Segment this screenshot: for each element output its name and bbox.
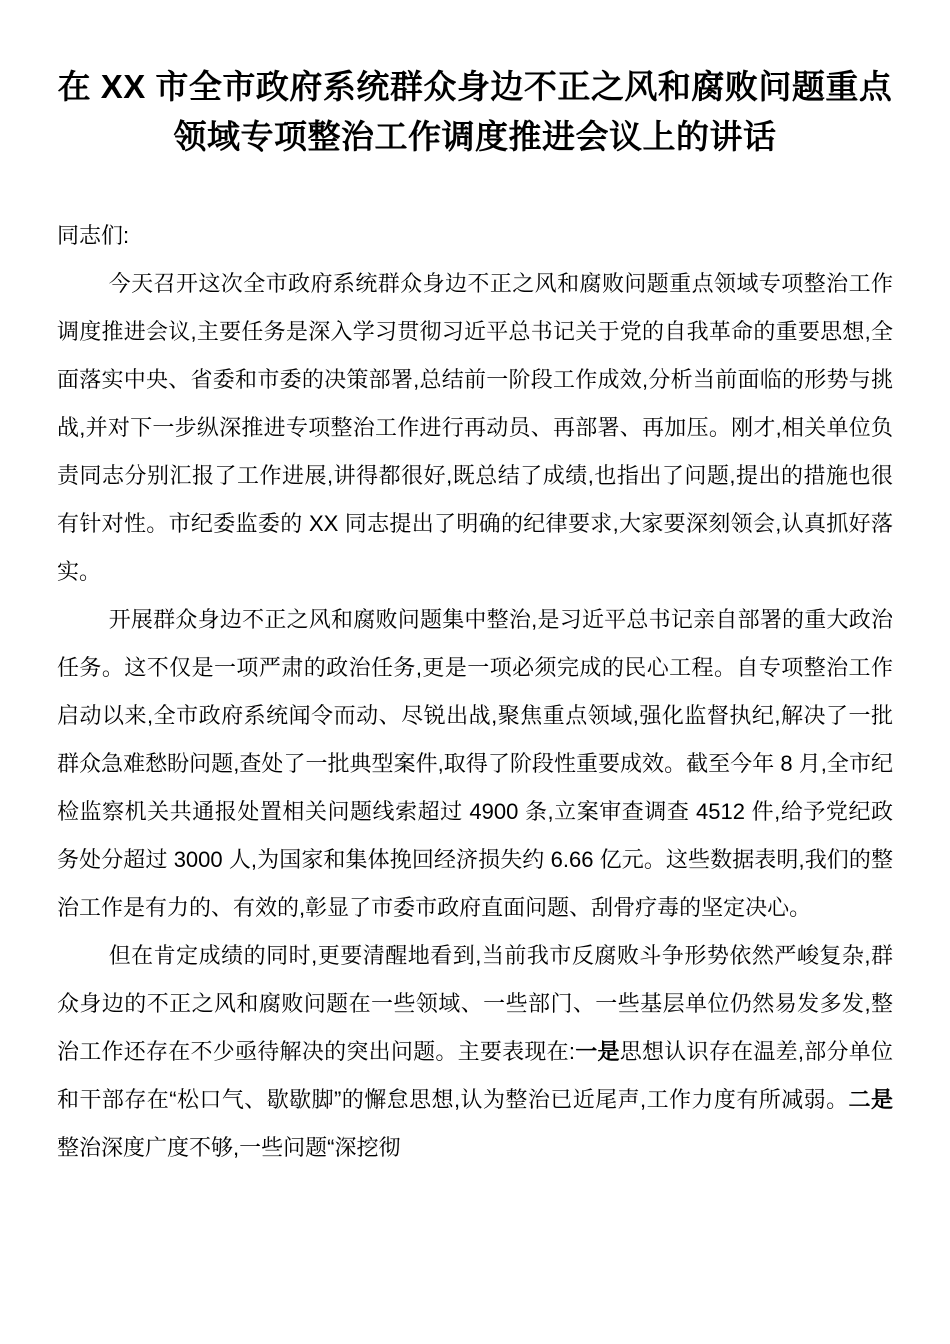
document-body [57, 212, 893, 1172]
salutation: 同志们: [57, 223, 130, 248]
paragraph [57, 596, 893, 932]
text-run: 思想认识存在温差,部分单位和干部存在“松口气、歇歇脚”的懈怠思想,认为整治已近尾声,工作力度有所减弱。 [57, 1039, 893, 1112]
document-title: 在 XX 市全市政府系统群众身边不正之风和腐败问题重点领域专项整治工作调度推进会议上的讲话 [57, 68, 893, 155]
paragraph [57, 260, 893, 596]
paragraphs [57, 260, 893, 1172]
emphasis-bold-run: 二是 [848, 1087, 893, 1112]
text-run: 开展群众身边不正之风和腐败问题集中整治,是习近平总书记亲自部署的重大政治任务。这不仅是一项严肃的政治任务,更是一项必须完成的民心工程。自专项整治工作启动以来,全市政府系统闻令而动、尽锐出战,聚焦重点领域,强化监督执纪,解决了一批群众急难愁盼问题,查处了一批典型案件,取得了阶段性重要成效。截至今年 8 月,全市纪检监察机关共通报处置相关问题线索超过 4900 条,立案审查调查 4512 件,给予党纪政务处分超过 3000 人,为国家和集体挽回经济损失约 6.66 亿元。这些数据表明,我们的整治工作是有力的、有效的,彰显了市委市政府直面问题、刮骨疗毒的坚定决心。 [57, 607, 893, 920]
text-run: 整治深度广度不够,一些问题“深挖彻 [57, 1135, 401, 1160]
text-run: 但在肯定成绩的同时,更要清醒地看到,当前我市反腐败斗争形势依然严峻复杂,群众身边的不正之风和腐败问题在一些领域、一些部门、一些基层单位仍然易发多发,整治工作还存在不少亟待解决的突出问题。主要表现在: [57, 943, 893, 1064]
emphasis-bold-run: 一是 [575, 1039, 620, 1064]
text-run: 今天召开这次全市政府系统群众身边不正之风和腐败问题重点领域专项整治工作调度推进会议,主要任务是深入学习贯彻习近平总书记关于党的自我革命的重要思想,全面落实中央、省委和市委的决策部署,总结前一阶段工作成效,分析当前面临的形势与挑战,并对下一步纵深推进专项整治工作进行再动员、再部署、再加压。刚才,相关单位负责同志分别汇报了工作进展,讲得都很好,既总结了成绩,也指出了问题,提出的措施也很有针对性。市纪委监委的 XX 同志提出了明确的纪律要求,大家要深刻领会,认真抓好落实。 [57, 271, 893, 584]
paragraph [57, 932, 893, 1172]
